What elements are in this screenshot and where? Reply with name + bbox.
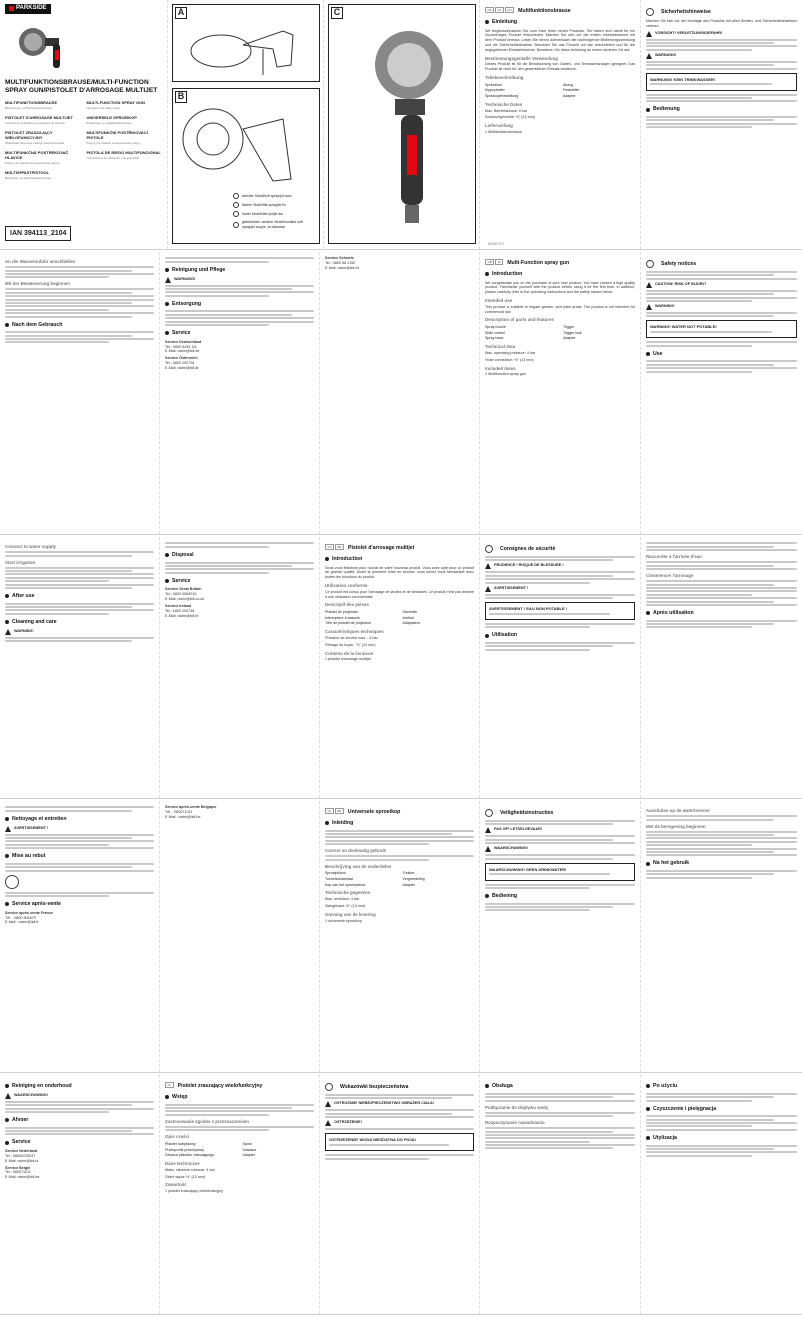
warning-triangle-icon [485, 827, 491, 833]
fr-operation-page [641, 537, 802, 798]
en-spray-heading: Start irrigation [5, 559, 36, 565]
de-use-text: Dieses Produkt ist für die Bewässerung von Garten- und Terrassenanlagen geeignet. Das Produkt ist nicht für den gewerblichen Einsatz bestimmt. [485, 62, 635, 72]
figure-c [328, 4, 476, 244]
fr-warning-label: AVERTISSEMENT ! [494, 585, 529, 590]
fr-parts-heading: Descriptif des pièces [325, 602, 369, 608]
fr-nodrink-box: AVERTISSEMENT ! EAU NON POTABLE ! [485, 602, 635, 620]
spray-pattern-icon [233, 222, 239, 228]
en-parts-list: Spray nozzle Trigger Slide control Trigger lock Spray head Adapter [485, 325, 582, 341]
de-clean-page [160, 252, 320, 534]
figure-page-c [324, 0, 480, 249]
figure-c-label: C [331, 7, 343, 19]
service-ie: Service Ireland Tel.: 1800 200736 E-Mail: owim@lidl.ie [165, 603, 199, 618]
warning-triangle-icon [646, 304, 652, 310]
de-caution-label: VORSICHT! VERLETZUNGSGEFAHR! [655, 30, 723, 35]
figure-b [172, 88, 320, 244]
figure-a [172, 4, 320, 82]
fr-safety-page [480, 537, 641, 798]
service-nl: Service Nederland Tel.: 08000225537 E-Mail: owim@lidl.nl [5, 1149, 39, 1163]
en-service-heading: Service [172, 577, 191, 584]
fr-intro-heading: Introduction [332, 555, 363, 562]
pl-op-heading: Obsługa [492, 1083, 513, 1089]
de-operation-page [0, 252, 160, 534]
en-scope-text: 1 Multifunction spray gun [485, 372, 526, 377]
fr-tech-heading: Caractéristiques techniques [325, 629, 384, 635]
cover-title: MULTIFUNKTIONSBRAUSE/MULTI-FUNCTION SPRAY GUN/PISTOLET D'ARROSAGE MULTIJET [5, 78, 158, 94]
en-nodrink-box: WARNING! WATER NOT POTABLE! [646, 320, 797, 338]
warning-sign-icon [325, 1083, 333, 1091]
spray-pattern-icon [233, 211, 239, 217]
figure-b-label: B [175, 91, 187, 103]
pl-scope-text: 1 pistolet zraszający wielofunkcyjny [165, 1189, 224, 1194]
pl-nodrink-box: OSTRZEŻENIE! WODA NIEZDATNA DO PICIA! [325, 1133, 474, 1151]
pl-parts-heading: Opis części [165, 1134, 190, 1140]
fr-scope-heading: Contenu de la livraison [325, 650, 374, 656]
spray-gun-diagram-a [173, 5, 319, 81]
nl-scope-text: 1 universele sproeikop [325, 918, 362, 923]
de-operation-heading: Bedienung [653, 106, 680, 113]
nl-use-heading: Correct en doelmatig gebruik [325, 848, 386, 854]
cover-language-item: MULTIFUNKČNÍ POSTŘIKOVACÍ PISTOLE Pokyny pro obsluhu a bezpečnostní pokyny [86, 129, 148, 146]
fr-clean-heading: Nettoyage et entretien [12, 815, 67, 822]
en-clean-warning: WARNING! [14, 628, 34, 633]
fr-spray-heading: Commencer l'arrosage [646, 573, 694, 579]
spray-pattern-icon [233, 202, 239, 208]
nl-clean-warning: WAARSCHUWING! [14, 1092, 48, 1097]
de-parts-heading: Teilebeschreibung [485, 75, 524, 81]
nl-safety-page [480, 801, 641, 1072]
en-tech-pressure: Max. operating pressure: 4 bar [485, 350, 536, 355]
cover-language-item: PISTOLA DE RIEGO MULTIFUNCIONAL Instrucciones de utilización y de seguridad [86, 149, 161, 160]
service-ch: Service Schweiz Tel.: 0800 56 2152 E-Mail: owim@lidl.ch [325, 256, 360, 270]
warning-triangle-icon [485, 846, 491, 852]
warning-triangle-icon [485, 563, 491, 569]
de-clean-heading: Reinigung und Pflege [172, 266, 226, 273]
en-use-op-heading: Use [653, 350, 663, 357]
fr-heading: FR BE Pistolet d'arrosage multijet [325, 545, 474, 552]
pl-tech-thread: Gwint węża: ½" (13 mm) [165, 1174, 206, 1179]
page-number: DE/AT/CH [488, 241, 504, 246]
warning-triangle-icon [5, 1093, 11, 1099]
nl-tech-heading: Technische gegevens [325, 890, 371, 896]
en-connect-heading: Connect to water supply [5, 544, 56, 549]
pl-tech-pressure: Maks. ciśnienie robocze: 4 bar [165, 1167, 215, 1172]
nl-service-heading: Service [12, 1139, 31, 1146]
nl-intro-heading: Inleiding [332, 819, 354, 826]
de-intro-heading: Einleitung [492, 18, 518, 25]
pl-after-page [641, 1075, 802, 1314]
figure-a-label: A [175, 7, 187, 19]
cover-language-list [5, 100, 162, 180]
en-clean-heading: Cleaning and care [12, 618, 57, 625]
en-safety-heading: Safety notices [661, 260, 697, 267]
nl-clean-heading: Reiniging en onderhoud [12, 1083, 72, 1089]
cover-language-item: MULTI-FUNCTION SPRAY GUN Operation and safety notes [86, 100, 145, 111]
legend-item: harter Strahl/hard jet/jet dur [233, 211, 313, 217]
en-heading: GB IE Multi-Function spray gun [485, 260, 635, 267]
warning-triangle-icon [646, 31, 652, 37]
fr-disposal-heading: Mise au rebut [12, 853, 46, 860]
pl-tech-heading: Dane techniczne [165, 1161, 200, 1167]
nl-heading: NL BE Universele sproeikop [325, 809, 474, 816]
en-intro-heading: Introduction [492, 270, 523, 277]
fr-tech-thread: Filetage du tuyau : ½" (13 mm) [325, 642, 376, 647]
de-use-heading: Bestimmungsgemäße Verwendung [485, 55, 558, 61]
spray-head-diagram-b [173, 89, 319, 189]
en-service-page [160, 537, 320, 798]
fr-connect-heading: Raccorder à l'arrivée d'eau [646, 554, 702, 560]
en-scope-heading: Included items [485, 365, 516, 371]
ian-number: IAN 394113_2104 [5, 226, 71, 241]
pl-safety-page [320, 1075, 480, 1314]
cover-language-item: MULTIFUNKČNÁ POSTREKOVAČ HLAVICE Pokyny pre obsluhu a bezpečnostné pokyny [5, 149, 69, 166]
pl-clean-heading: Czyszczenie i pielęgnacja [653, 1105, 717, 1112]
pl-caution-label: OSTROŻNIE! NIEBEZPIECZEŃSTWO OBRAŻEŃ CIAŁA! [334, 1101, 434, 1106]
fr-scope-text: 1 pistolet d'arrosage multijet [325, 657, 371, 662]
cover-language-item: UNIVERSELE SPROEIKOP Bedienings- en veiligheidsinstructies [86, 114, 137, 126]
spray-gun-diagram-c [329, 5, 475, 243]
de-nodrink-box: WARNUNG! KEIN TRINKWASSER! [646, 73, 797, 91]
de-parts-list: Spritzdüse Abzug Kippschalter Feststeller Spritzkopfeinstellung Adapter [485, 82, 580, 99]
fr-caution-label: PRUDENCE ! RISQUE DE BLESSURE ! [494, 563, 564, 568]
en-intro-text: We congratulate you on the purchase of your new product. You have chosen a high quality product. Familiarise yourself with the product before using it for the first time. In addition, please carefully refer to the operating instructions and the safety advice below. [485, 280, 635, 295]
pl-spray-heading: Rozpoczynanie nawadniania [485, 1120, 545, 1126]
spray-pattern-legend [173, 193, 319, 229]
warning-triangle-icon [646, 53, 652, 59]
de-safety-heading: Sicherheitshinweise [661, 8, 711, 15]
figure-page-ab [168, 0, 324, 249]
nl-parts-list: Sproeipistool Trekker Tuimelschakelaar Vergrendeling Kop van het sproeipistool Adapter [325, 871, 425, 887]
cover-language-item: PISTOLET D'ARROSAGE MULTIJET Instructions d'utilisation et consignes de sécurité [5, 114, 73, 126]
fr-parts-list: Pistolet de projection Gâchette Interrupteur à bascule Arrêtoir Tête de pistolet de projection Adaptateur [325, 610, 421, 626]
en-disposal-heading: Disposal [172, 551, 194, 558]
nl-op-heading: Bediening [492, 892, 518, 899]
de-safety-text: Machen Sie sich vor der Montage des Produkts mit allen Bedien- und Sicherheitshinweisen vertraut. [646, 19, 797, 28]
pl-disposal-heading: Utylizacja [653, 1134, 677, 1141]
legend-item: gebündelter, weicher Strahl/bundled soft spray/jet souple, en faisceau [233, 220, 313, 229]
de-heading: DE AT CH Multifunktionsbrause [485, 8, 635, 15]
warning-triangle-icon [325, 1101, 331, 1107]
de-scope-heading: Lieferumfang [485, 123, 513, 129]
en-parts-heading: Description of parts and features [485, 317, 554, 323]
warning-triangle-icon [5, 826, 11, 832]
de-disposal-heading: Entsorgung [172, 300, 202, 307]
nl-disposal-heading: Afvoer [12, 1116, 29, 1123]
de-tech-pressure: Max. Betriebsdruck: 4 bar [485, 108, 528, 113]
legend-item: weicher Strahl/soft spray/jet doux [233, 193, 313, 199]
warning-triangle-icon [165, 277, 171, 283]
pl-scope-heading: Zawartość [165, 1182, 187, 1188]
de-warning-label: WARNUNG! [655, 52, 677, 57]
warning-sign-icon [646, 260, 654, 268]
de-spray-heading: Mit der Bewässerung beginnen [5, 281, 70, 287]
en-operation-page [0, 537, 160, 798]
parkside-logo: PARKSIDE [5, 4, 51, 14]
warning-triangle-icon [325, 1120, 331, 1126]
page-row-4 [0, 801, 802, 1073]
service-de: Service Deutschland Tel.: 0800 5435 111 E-Mail: owim@lidl.de [165, 339, 202, 354]
warning-triangle-icon [646, 282, 652, 288]
page-row-1 [0, 0, 802, 250]
pl-safety-heading: Wskazówki bezpieczeństwa [340, 1083, 409, 1090]
de-clean-warning: WARNUNG! [174, 276, 196, 281]
de-tech-thread: Schlauchgewinde: ½" (13 mm) [485, 115, 536, 120]
nl-warning-label: WAARSCHUWING! [494, 846, 528, 851]
de-after-heading: Nach dem Gebrauch [12, 321, 63, 328]
en-safety-page [641, 252, 802, 534]
nl-connect-heading: Aansluiten op de watertoevoer [646, 808, 710, 813]
pl-intro-heading: Wstęp [172, 1093, 188, 1100]
pl-connect-heading: Podłączanie do dopływu wody [485, 1104, 549, 1110]
page-row-3 [0, 537, 802, 799]
legend-item: flacher Strahl/flat spray/jet fin [233, 202, 313, 208]
service-fr: Service après-vente France Tél. : 0800 904879 E-Mail : owim@lidl.fr [5, 910, 53, 925]
fr-clean-warning: AVERTISSEMENT ! [14, 825, 49, 830]
fr-service-page [160, 801, 320, 1072]
pl-parts-list: Pistolet natryskowy Spust Przełącznik przechyłowy Ustalacz Głowica pistoletu zraszającego Adapter [165, 1142, 257, 1158]
nl-tech-thread: Slangdraad: ½" (13 mm) [325, 903, 366, 908]
nl-parts-heading: Beschrijving van de onderdelen [325, 863, 392, 869]
service-gb: Service Great Britain Tel.: 0800 0569216 E-Mail: owim@lidl.co.uk [165, 587, 205, 602]
de-connect-heading: An die Wasserzufuhr anschließen [5, 259, 76, 264]
en-use-heading: Intended use [485, 298, 513, 304]
en-after-heading: After use [12, 592, 35, 599]
fr-intro-text: Nous vous félicitons pour l'achat de votre nouveau produit. Vous avez opté pour un produit de grande qualité. Avant la première mise en service, vous devez vous familiariser avec toutes les fonctions du produit. [325, 565, 474, 580]
cover-language-item: MULTISPRUITPISTOOL Betjenings- og sikkerhedsanvisninger [5, 169, 52, 180]
nl-operation-page [641, 801, 802, 1072]
pl-after-heading: Po użyciu [653, 1083, 678, 1089]
pl-heading: PL Pistolet zraszający wielofunkcyjny [165, 1083, 314, 1090]
en-use-text: This product is suitable to irrigate garden- and patio areas. The product is not intended for commercial use. [485, 304, 635, 314]
nl-nodrink-box: WAARSCHUWING! GEEN DRINKWATER! [485, 863, 635, 881]
warning-sign-icon [646, 8, 654, 16]
cover-page [0, 0, 168, 249]
en-warning-label: WARNING! [655, 303, 675, 308]
fr-after-heading: Après utilisation [653, 609, 694, 616]
en-tech-heading: Technical data [485, 344, 516, 350]
pl-intro-page [160, 1075, 320, 1314]
fr-safety-heading: Consignes de sécurité [500, 545, 556, 552]
en-intro-page [480, 252, 641, 534]
nl-tech-pressure: Max. werkdruk: 4 bar [325, 897, 360, 902]
spray-pattern-icon [233, 193, 239, 199]
warning-triangle-icon [5, 629, 11, 635]
nl-caution-label: PAS OP! LETSELGEVAAR! [494, 827, 543, 832]
warning-triangle-icon [485, 586, 491, 592]
fr-clean-page [0, 801, 160, 1072]
fr-use-heading: Utilisation conforme [325, 583, 368, 589]
fr-op-heading: Utilisation [492, 632, 518, 639]
page-row-5 [0, 1075, 802, 1315]
nl-clean-page [0, 1075, 160, 1314]
de-safety-page [641, 0, 802, 249]
de-tech-heading: Technische Daten [485, 101, 523, 107]
nl-scope-heading: Omvang van de levering [325, 911, 376, 917]
service-be-fr: Service après-vente Belgique Tél. : 080071011 E-Mail : owim@lidl.be [165, 805, 217, 819]
de-service-heading: Service [172, 330, 191, 337]
fr-intro-page [320, 537, 480, 798]
warning-sign-icon [485, 809, 493, 817]
fr-service-heading: Service après-vente [12, 901, 62, 908]
nl-after-heading: Na het gebruik [653, 860, 690, 867]
pl-use-heading: Zastosowanie zgodne z przeznaczeniem [165, 1118, 249, 1124]
fr-use-text: Ce produit est conçu pour l'arrosage de jardins et de terrasses. Le produit n'est pas destiné à une utilisation commerciale. [325, 589, 474, 599]
de-service-page [320, 252, 480, 534]
warning-sign-icon [485, 545, 493, 553]
pl-warning-label: OSTRZEŻENIE! [334, 1120, 362, 1125]
de-scope-text: 1 Multifunktionsbrause [485, 129, 522, 134]
service-at: Service Österreich Tel.: 0800 292726 E-Mail: owim@lidl.at [165, 356, 199, 370]
de-intro-page [480, 0, 641, 249]
en-caution-label: CAUTION! RISK OF INJURY! [655, 281, 707, 286]
pl-operation-page [480, 1075, 641, 1314]
de-intro-text: Wir beglückwünschen Sie zum Kauf Ihres neuen Produkts. Sie haben sich damit für ein hochwertiges Produkt entschieden. Machen Sie sich vor der ersten Inbetriebnahme mit dem Produkt vertraut. Lesen Sie hierzu aufmerksam die nachfolgende Bedienungsanleitung und die Sicherheitshinweise. Benutzen Sie das Produkt nur wie beschrieben und für die angegebenen Einsatzbereiche. Bewahren Sie diese Anleitung an einem sicheren Ort auf. [485, 28, 635, 52]
service-be-nl: Service Belgiё Tel.: 080071011 E-Mail: owim@lidl.be [5, 1165, 40, 1180]
spray-gun-image [11, 22, 71, 72]
nl-spray-heading: Met de beregening beginnen [646, 823, 706, 829]
recycle-icon [5, 875, 19, 889]
fr-tech-pressure: Pression de service max. : 4 bar [325, 635, 378, 640]
cover-language-item: MULTIFUNKTIONSBRAUSE Bedienungs- und Sicherheitshinweise [5, 100, 58, 111]
nl-intro-page [320, 801, 480, 1072]
nl-safety-heading: Veiligheidsinstructies [500, 809, 554, 816]
en-tech-thread: Hose connection: ½" (13 mm) [485, 357, 534, 362]
page-row-2 [0, 252, 802, 535]
cover-language-item: PISTOLET ZRASZAJĄCY WIELOFUNKCYJNY Wskazówki dotyczące obsługi i bezpieczeństwa [5, 129, 65, 146]
